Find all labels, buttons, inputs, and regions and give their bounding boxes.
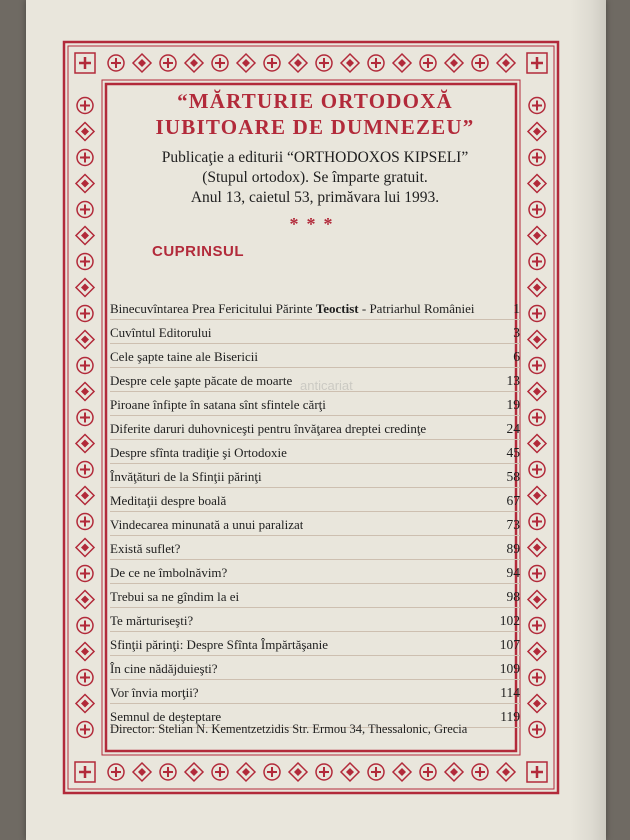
border-motif <box>264 55 280 71</box>
border-motif <box>368 55 384 71</box>
border-motif <box>77 514 93 530</box>
border-motif <box>77 670 93 686</box>
toc-entry-title-text: Binecuvîntarea Prea Fericitului Părinte <box>110 301 316 316</box>
toc-entry-page: 19 <box>506 397 520 412</box>
border-motif <box>528 539 546 557</box>
border-motif <box>76 279 94 297</box>
toc-entry-title <box>110 325 211 343</box>
toc-entry <box>110 536 520 560</box>
toc-entry-title-text: Există suflet? <box>110 541 181 556</box>
page-edge-shadow <box>570 0 606 840</box>
border-motif <box>529 722 545 738</box>
toc-entry-page: 1 <box>513 301 520 316</box>
toc-entry-page: 58 <box>506 469 520 484</box>
border-motif <box>529 150 545 166</box>
toc-entry-title-text: Despre cele şapte păcate de moarte <box>110 373 293 388</box>
border-motif <box>77 254 93 270</box>
border-motif <box>212 764 228 780</box>
toc-entry-title-bold: Teoctist <box>315 301 359 316</box>
border-motif <box>264 764 280 780</box>
border-corner-motif <box>75 53 95 73</box>
page-title-line2: IUBITOARE DE DUMNEZEU” <box>155 115 475 139</box>
toc-entry-title-text: Trebui sa ne gîndim la ei <box>110 589 240 604</box>
border-motif <box>77 410 93 426</box>
toc-entry-title <box>110 541 180 559</box>
toc-entry <box>110 560 520 584</box>
toc-entry <box>110 392 520 416</box>
stars-separator: *** <box>289 214 341 234</box>
border-motif <box>528 331 546 349</box>
toc-entry-title <box>110 349 258 367</box>
toc-entry-page: 94 <box>506 565 520 580</box>
border-motif <box>237 763 255 781</box>
toc-entry-page: 45 <box>506 445 520 460</box>
toc-entry <box>110 440 520 464</box>
toc-entry-title-text: Vor învia morţii? <box>110 685 199 700</box>
toc-entry-title <box>110 565 227 583</box>
toc-entry-page: 67 <box>506 493 520 508</box>
border-motif <box>528 487 546 505</box>
toc-entry-page: 3 <box>513 325 520 340</box>
border-motif <box>445 54 463 72</box>
toc-entry-title-text: Semnul de deşteptare <box>110 709 222 724</box>
border-motif <box>529 462 545 478</box>
border-motif <box>289 54 307 72</box>
publication-info-line1: Publicaţie a editurii “ORTHODOXOS KIPSELI” <box>161 149 469 166</box>
border-motif <box>529 514 545 530</box>
toc-entry <box>110 656 520 680</box>
border-motif <box>528 123 546 141</box>
toc-entry-page: 107 <box>499 637 520 652</box>
border-motif <box>77 202 93 218</box>
border-motif <box>528 695 546 713</box>
border-motif <box>529 254 545 270</box>
border-motif <box>341 54 359 72</box>
border-motif <box>133 54 151 72</box>
border-motif <box>529 306 545 322</box>
border-motif <box>77 566 93 582</box>
border-motif <box>77 462 93 478</box>
toc-entry-title-suffix: - Patriarhul României <box>358 301 475 316</box>
border-motif <box>393 54 411 72</box>
toc-entry-page: 13 <box>506 373 520 388</box>
border-motif <box>528 383 546 401</box>
watermark-text: anticariat <box>300 378 353 393</box>
border-motif <box>77 306 93 322</box>
toc-entry <box>110 512 520 536</box>
border-motif <box>497 54 515 72</box>
toc-entry <box>110 344 520 368</box>
border-motif <box>76 643 94 661</box>
border-corner-motif <box>527 53 547 73</box>
border-motif <box>77 618 93 634</box>
border-motif <box>76 487 94 505</box>
toc-entry <box>110 320 520 344</box>
publication-info-line3: Anul 13, caietul 53, primăvara lui 1993. <box>190 189 440 206</box>
toc-entry-title-text: Te mărturiseşti? <box>110 613 194 628</box>
border-motif <box>528 175 546 193</box>
border-motif <box>528 279 546 297</box>
toc-entry-title <box>110 397 326 415</box>
border-motif <box>185 54 203 72</box>
toc-entry-title-text: Sfinţii părinţi: Despre Sfînta Împărtăşanie <box>110 637 329 652</box>
toc-entry-title-text: Învăţături de la Sfinţii părinţi <box>110 469 262 484</box>
publication-info-line2: (Stupul ortodox). Se împarte gratuit. <box>202 169 428 186</box>
toc-entry-title <box>110 589 239 607</box>
border-motif <box>77 722 93 738</box>
toc-entry-title <box>110 445 287 463</box>
border-motif <box>529 202 545 218</box>
border-motif <box>529 670 545 686</box>
toc-entry <box>110 632 520 656</box>
border-motif <box>420 764 436 780</box>
footer-director: Director: Stelian N. Kementzetzidis Str. Ermou 34, Thessalonic, Grecia <box>110 722 468 736</box>
toc-entry-title <box>110 661 218 679</box>
border-motif <box>76 591 94 609</box>
border-motif <box>212 55 228 71</box>
toc-entry-title-text: Despre sfînta tradiţie şi Ortodoxie <box>110 445 287 460</box>
page-title-line1: “MĂRTURIE ORTODOXĂ <box>177 89 453 113</box>
border-motif <box>528 227 546 245</box>
toc-entry-page: 24 <box>506 421 520 436</box>
border-motif <box>529 358 545 374</box>
border-motif <box>445 763 463 781</box>
contents-heading: CUPRINSUL <box>152 243 245 260</box>
toc-entry-title <box>110 469 262 487</box>
border-motif <box>529 98 545 114</box>
toc-entry-page: 114 <box>500 685 520 700</box>
border-motif <box>528 435 546 453</box>
border-motif <box>528 591 546 609</box>
border-motif <box>528 643 546 661</box>
toc-entry-title-text: De ce ne îmbolnăvim? <box>110 565 228 580</box>
border-motif <box>76 695 94 713</box>
toc-entry <box>110 416 520 440</box>
border-motif <box>289 763 307 781</box>
toc-entry-title <box>110 373 292 391</box>
border-motif <box>76 383 94 401</box>
toc-entry <box>110 680 520 704</box>
table-of-contents <box>110 296 520 728</box>
border-motif <box>77 150 93 166</box>
toc-entry-page: 6 <box>513 349 520 364</box>
publication-info <box>110 148 520 208</box>
border-motif <box>160 55 176 71</box>
toc-entry <box>110 464 520 488</box>
border-corner-motif <box>527 762 547 782</box>
toc-entry-title <box>110 613 193 631</box>
toc-entry-title <box>110 685 199 703</box>
toc-entry-title <box>110 637 328 655</box>
toc-entry <box>110 368 520 392</box>
toc-entry-page: 119 <box>500 709 520 724</box>
border-motif <box>77 358 93 374</box>
border-motif <box>237 54 255 72</box>
toc-entry-page: 98 <box>506 589 520 604</box>
toc-entry-title-text: În cine nădăjduieşti? <box>110 661 218 676</box>
toc-entry-title-text: Cele şapte taine ale Bisericii <box>110 349 258 364</box>
border-motif <box>185 763 203 781</box>
toc-entry-title-text: Vindecarea minunată a unui paralizat <box>110 517 304 532</box>
toc-entry-title <box>110 301 475 319</box>
toc-entry <box>110 584 520 608</box>
border-motif <box>108 55 124 71</box>
border-corner-motif <box>75 762 95 782</box>
toc-entry-title <box>110 493 226 511</box>
toc-entry-page: 89 <box>506 541 520 556</box>
border-motif <box>529 566 545 582</box>
toc-entry-title <box>110 421 426 439</box>
border-motif <box>420 55 436 71</box>
border-motif <box>472 55 488 71</box>
toc-entry-title <box>110 517 303 535</box>
toc-entry-title-text: Piroane înfipte în satana sînt sfintele cărţi <box>110 397 326 412</box>
toc-entry <box>110 608 520 632</box>
toc-entry-page: 109 <box>499 661 520 676</box>
border-motif <box>76 123 94 141</box>
border-motif <box>76 227 94 245</box>
border-motif <box>108 764 124 780</box>
border-motif <box>133 763 151 781</box>
border-motif <box>393 763 411 781</box>
border-motif <box>529 618 545 634</box>
border-motif <box>77 98 93 114</box>
toc-entry-title-text: Diferite daruri duhovniceşti pentru învăţarea dreptei credinţe <box>110 421 427 436</box>
border-motif <box>316 764 332 780</box>
border-motif <box>76 539 94 557</box>
border-motif <box>341 763 359 781</box>
toc-entry-page: 102 <box>499 613 520 628</box>
border-motif <box>76 331 94 349</box>
toc-entry-page: 73 <box>506 517 520 532</box>
border-motif <box>472 764 488 780</box>
border-motif <box>316 55 332 71</box>
border-motif <box>76 175 94 193</box>
toc-entry-title-text: Cuvîntul Editorului <box>110 325 212 340</box>
toc-entry <box>110 296 520 320</box>
border-motif <box>160 764 176 780</box>
border-motif <box>529 410 545 426</box>
border-motif <box>368 764 384 780</box>
border-motif <box>497 763 515 781</box>
toc-entry <box>110 488 520 512</box>
header-block <box>110 88 520 260</box>
border-motif <box>76 435 94 453</box>
toc-entry-title-text: Meditaţii despre boală <box>110 493 227 508</box>
